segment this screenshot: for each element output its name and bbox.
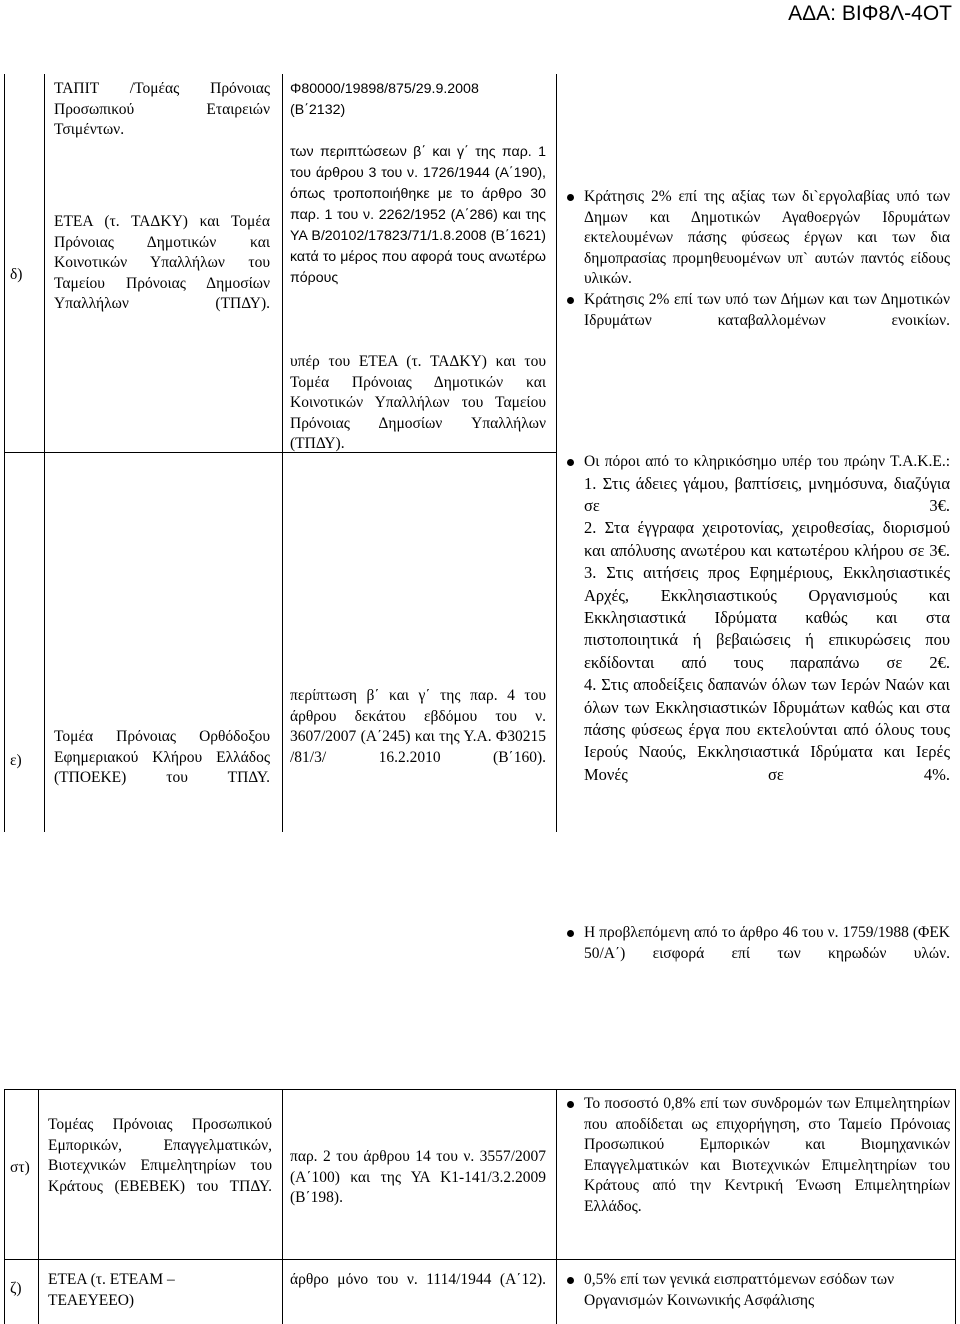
lower-table-top [4,1089,956,1090]
resource-text: 0,5% επί των γενικά εισπραττόμενων εσόδων των Οργανισμών Κοινωνικής Ασφάλισης [584,1271,895,1309]
bullet-icon [567,459,574,466]
list-item [566,923,950,964]
fund-tapit-text: ΤΑΠΙΤ /Τομέας Πρόνοιας Προσωπικού Εταιρειών Τσιμέντων. [54,80,270,139]
table-divider-3 [556,74,557,832]
clergy-item-2: 2. Στα έγγραφα χειροτονίας, χειροθεσίας, διορισμού και απόλυσης ανωτέρου και κατωτέρου κλήρου σε 3€. [584,518,950,560]
fund-ebebek-text: Τομέας Πρόνοιας Προσωπικού Εμπορικών, Επαγγελματικών, Βιοτεχνικών Επιμελητηρίων του Κράτους (ΕΒΕΒΕΚ) του ΤΠΔΥ. [48,1116,272,1195]
bullet-icon [567,297,574,304]
resource-intro-text: Οι πόροι από το κληρικόσημο υπέρ του πρώην Τ.Α.Κ.Ε.: [584,453,950,470]
bullet-icon [567,1101,574,1108]
resource-text: Κράτησις 2% επί της αξίας των δι`εργολαβίας υπό των Δημων και Δημοτικών Αγαθοεργών Ιδρυμάτων εκτελουμένων πάσης φύσεως έργων και των δια δημοπρασίας προμηθευομένων υπ` αυτών παντός είδους υλικών. [584,188,950,288]
row-label-z: ζ) [10,1280,22,1297]
fund-eteam-text: ΕΤΕΑ (τ. ΕΤΕΑΜ – ΤΕΑΕΥΕΕΟ) [48,1271,175,1309]
fund-tpoeke-text: Τομέα Πρόνοιας Ορθόδοξου Εφημεριακού Κλήρου Ελλάδος (ΤΠΟΕΚΕ) του ΤΠΔΥ. [54,728,270,787]
resources-list-st [566,1094,950,1218]
law-ref-e: περίπτωση β΄ και γ΄ της παρ. 4 του άρθρου δεκάτου εβδόμου του ν. 3607/2007 (Α΄245) και της Υ.Α. Φ30215 /81/3/ 16.2.2010 (Β΄160). [290,687,546,766]
resources-list-e [566,452,950,473]
lower-border-right [955,1089,956,1324]
clergy-items [566,473,950,787]
row-divider-st-z [4,1259,956,1260]
list-item [566,452,950,473]
list-item [566,1270,950,1311]
law-ref-z: άρθρο μόνο του ν. 1114/1944 (Α΄12). [290,1271,546,1288]
clergy-item-3: 3. Στις αιτήσεις προς Εφημέριους, Εκκλησιαστικές Αρχές, Εκκλησιαστικούς Οργανισμούς και Εκκλησιαστικά Ιδρύματα καθώς και στα πιστοποιητικά ή βεβαιώσεις ή επικυρώσεις που εκδίδονται από τους παραπάνω σε 2€. [584,563,950,672]
lower-divider-3 [556,1089,557,1324]
lower-divider-1 [38,1089,39,1324]
law-ref-top-2: (Β΄2132) [290,102,346,118]
lower-divider-2 [282,1089,283,1324]
list-item [566,1094,950,1218]
bullet-icon [567,194,574,201]
law-ref-main: των περιπτώσεων β΄ και γ΄ της παρ. 1 του άρθρου 3 του ν. 1726/1944 (Α΄190), όπως τροποποιήθηκε με το άρθρο 30 παρ. 1 του ν. 2262/1952 (Α΄286) και της ΥΑ Β/20102/17823/71/1.8.2008 (Β΄1621) κατά το μέρος που αφορά τους ανωτέρω πόρους [290,144,546,286]
resource-text: Η προβλεπόμενη από το άρθρο 46 του ν. 1759/1988 (ΦΕΚ 50/Α΄) εισφορά επί των κηρωδών υλών. [584,924,950,962]
ada-code: ΑΔΑ: ΒΙΦ8Λ-4ΟΤ [788,2,952,25]
law-ref-st: παρ. 2 του άρθρου 14 του ν. 3557/2007 (Α΄100) και της ΥΑ Κ1-141/3.2.2009 (Β΄198). [290,1148,546,1207]
list-item [566,290,950,331]
bullet-icon [567,930,574,937]
resources-list-e-extra [566,923,950,964]
clergy-item-1: 1. Στις άδειες γάμου, βαπτίσεις, μνημόσυνα, διαζύγια σε 3€. [584,473,950,515]
law-ref-main-cont: υπέρ του ΕΤΕΑ (τ. ΤΑΔΚΥ) και του Τομέα Πρόνοιας Δημοτικών και Κοινοτικών Υπαλλήλων του Ταμείου Πρόνοιας Δημοσίων Υπαλλήλων (ΤΠΔΥ). [290,353,546,453]
clergy-item-4: 4. Στις αποδείξεις δαπανών όλων των Ιερών Ναών και όλων των Εκκλησιαστικών Ιδρυμάτων καθώς και στα πάσης φύσεως έργα που εκτελούνται από όλους τους Ιερούς Ναούς, Εκκλησιαστικά Ιδρύματα και Ιερές Μονές σε 4%. [584,675,950,784]
bullet-icon [567,1277,574,1284]
resource-text: Κράτησις 2% επί των υπό των Δήμων και των Δημοτικών Ιδρυμάτων καταβαλλομένων ενοικίων. [584,290,950,329]
table-divider-2 [282,74,283,832]
list-item [566,187,950,290]
row-label-st: στ) [10,1159,30,1176]
resources-list-z [566,1270,950,1311]
table-divider-1 [44,74,45,832]
lower-border-left [4,1089,5,1324]
row-label-d: δ) [10,266,23,283]
law-ref-top-1: Φ80000/19898/875/29.9.2008 [290,81,479,97]
table-border-left [4,74,5,832]
resources-list-d [566,187,950,331]
row-label-e: ε) [10,752,22,769]
resource-text: Το ποσοστό 0,8% επί των συνδρομών των Επιμελητηρίων που αποδίδεται ως επιχορήγηση, στο Ταμείο Πρόνοιας Προσωπικού Εμπορικών και Βιομηχανικών Επαγγελματικών και Βιοτεχνικών Επιμελητηρίων του Κράτους από την Κεντρική Ένωση Επιμελητηρίων Ελλάδος. [584,1095,950,1215]
fund-etea-tadky-text: ΕΤΕΑ (τ. ΤΑΔΚΥ) και Τομέα Πρόνοιας Δημοτικών και Κοινοτικών Υπαλλήλων του Ταμείου Πρόνοιας Δημοσίων Υπαλλήλων (ΤΠΔΥ). [54,213,270,313]
resources-e [566,452,950,786]
